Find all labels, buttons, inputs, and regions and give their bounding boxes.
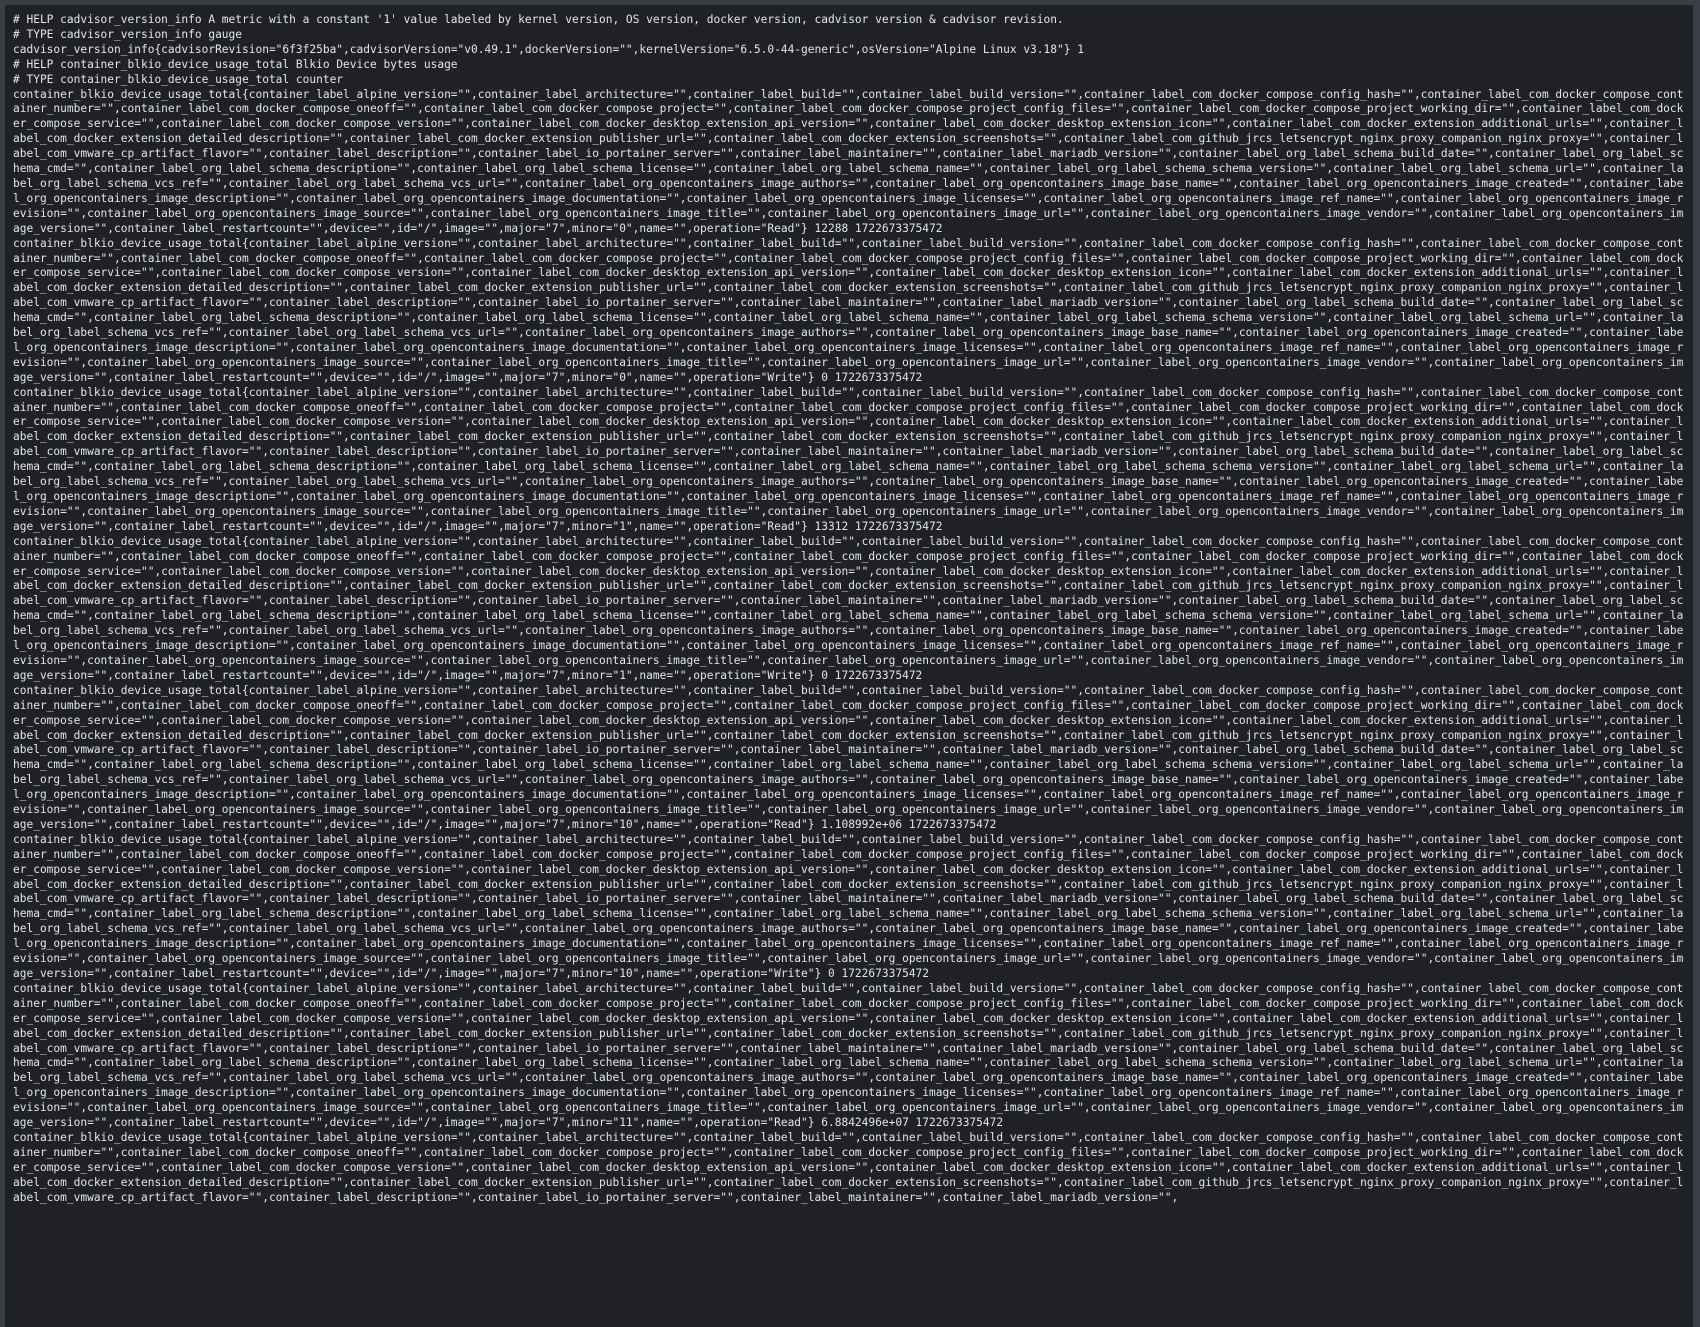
metric-line: container_blkio_device_usage_total{container_label_alpine_version="",container_label_architecture="",container_label_build="",container_label_build_version="",container_label_com_docker_compose_config_hash="",container_label_com_docker_compose_container_number="",container_label_com_docker_compose_oneoff="",container_label_com_docker_compose_project="",container_label_com_docker_compose_project_config_files="",container_label_com_docker_compose_project_working_dir="",container_label_com_docker_compose_service="",container_label_com_docker_compose_version="",container_label_com_docker_desktop_extension_api_version="",container_label_com_docker_desktop_extension_icon="",container_label_com_docker_extension_additional_urls="",container_label_com_docker_extension_detailed_description="",container_label_com_docker_extension_publisher_url="",container_label_com_docker_extension_screenshots="",container_label_com_github_jrcs_letsencrypt_nginx_proxy_companion_nginx_proxy="",container_label_com_vmware_cp_artifact_flavor="",container_label_description="",container_label_io_portainer_server="",container_label_maintainer="",container_label_mariadb_version="",container_label_org_label_schema_build_date="",container_label_org_label_schema_cmd="",container_label_org_label_schema_description="",container_label_org_label_schema_license="",container_label_org_label_schema_name="",container_label_org_label_schema_schema_version="",container_label_org_label_schema_url="",container_label_org_label_schema_vcs_ref="",container_label_org_label_schema_vcs_url="",container_label_org_opencontainers_image_authors="",container_label_org_opencontainers_image_base_name="",container_label_org_opencontainers_image_created="",container_label_org_opencontainers_image_description="",container_label_org_opencontainers_image_documentation="",container_label_org_opencontainers_image_licenses="",container_label_org_opencontainers_image_ref_name="",container_label_org_opencontainers_image_revision="",container_label_org_opencontainers_image_source="",container_label_org_opencontainers_image_title="",container_label_org_opencontainers_image_url="",container_label_org_opencontainers_image_vendor="",container_label_org_opencontainers_image_version="",container_label_restartcount="",device="",id="/",image="",major="7",minor="1",name="",operation="Write"} 0 1722673375472 <box>13 534 1684 682</box>
metric-line: # TYPE cadvisor_version_info gauge <box>13 27 243 41</box>
metric-line: container_blkio_device_usage_total{container_label_alpine_version="",container_label_architecture="",container_label_build="",container_label_build_version="",container_label_com_docker_compose_config_hash="",container_label_com_docker_compose_container_number="",container_label_com_docker_compose_oneoff="",container_label_com_docker_compose_project="",container_label_com_docker_compose_project_config_files="",container_label_com_docker_compose_project_working_dir="",container_label_com_docker_compose_service="",container_label_com_docker_compose_version="",container_label_com_docker_desktop_extension_api_version="",container_label_com_docker_desktop_extension_icon="",container_label_com_docker_extension_additional_urls="",container_label_com_docker_extension_detailed_description="",container_label_com_docker_extension_publisher_url="",container_label_com_docker_extension_screenshots="",container_label_com_github_jrcs_letsencrypt_nginx_proxy_companion_nginx_proxy="",container_label_com_vmware_cp_artifact_flavor="",container_label_description="",container_label_io_portainer_server="",container_label_maintainer="",container_label_mariadb_version="",container_label_org_label_schema_build_date="",container_label_org_label_schema_cmd="",container_label_org_label_schema_description="",container_label_org_label_schema_license="",container_label_org_label_schema_name="",container_label_org_label_schema_schema_version="",container_label_org_label_schema_url="",container_label_org_label_schema_vcs_ref="",container_label_org_label_schema_vcs_url="",container_label_org_opencontainers_image_authors="",container_label_org_opencontainers_image_base_name="",container_label_org_opencontainers_image_created="",container_label_org_opencontainers_image_description="",container_label_org_opencontainers_image_documentation="",container_label_org_opencontainers_image_licenses="",container_label_org_opencontainers_image_ref_name="",container_label_org_opencontainers_image_revision="",container_label_org_opencontainers_image_source="",container_label_org_opencontainers_image_title="",container_label_org_opencontainers_image_url="",container_label_org_opencontainers_image_vendor="",container_label_org_opencontainers_image_version="",container_label_restartcount="",device="",id="/",image="",major="7",minor="10",name="",operation="Write"} 0 1722673375472 <box>13 832 1684 980</box>
metric-line: # TYPE container_blkio_device_usage_total counter <box>13 72 344 86</box>
metric-line: container_blkio_device_usage_total{container_label_alpine_version="",container_label_architecture="",container_label_build="",container_label_build_version="",container_label_com_docker_compose_config_hash="",container_label_com_docker_compose_container_number="",container_label_com_docker_compose_oneoff="",container_label_com_docker_compose_project="",container_label_com_docker_compose_project_config_files="",container_label_com_docker_compose_project_working_dir="",container_label_com_docker_compose_service="",container_label_com_docker_compose_version="",container_label_com_docker_desktop_extension_api_version="",container_label_com_docker_desktop_extension_icon="",container_label_com_docker_extension_additional_urls="",container_label_com_docker_extension_detailed_description="",container_label_com_docker_extension_publisher_url="",container_label_com_docker_extension_screenshots="",container_label_com_github_jrcs_letsencrypt_nginx_proxy_companion_nginx_proxy="",container_label_com_vmware_cp_artifact_flavor="",container_label_description="",container_label_io_portainer_server="",container_label_maintainer="",container_label_mariadb_version="",container_label_org_label_schema_build_date="",container_label_org_label_schema_cmd="",container_label_org_label_schema_description="",container_label_org_label_schema_license="",container_label_org_label_schema_name="",container_label_org_label_schema_schema_version="",container_label_org_label_schema_url="",container_label_org_label_schema_vcs_ref="",container_label_org_label_schema_vcs_url="",container_label_org_opencontainers_image_authors="",container_label_org_opencontainers_image_base_name="",container_label_org_opencontainers_image_created="",container_label_org_opencontainers_image_description="",container_label_org_opencontainers_image_documentation="",container_label_org_opencontainers_image_licenses="",container_label_org_opencontainers_image_ref_name="",container_label_org_opencontainers_image_revision="",container_label_org_opencontainers_image_source="",container_label_org_opencontainers_image_title="",container_label_org_opencontainers_image_url="",container_label_org_opencontainers_image_vendor="",container_label_org_opencontainers_image_version="",container_label_restartcount="",device="",id="/",image="",major="7",minor="1",name="",operation="Read"} 13312 1722673375472 <box>13 385 1684 533</box>
metric-line: cadvisor_version_info{cadvisorRevision="6f3f25ba",cadvisorVersion="v0.49.1",dockerVersion="",kernelVersion="6.5.0-44-generic",osVersion="Alpine Linux v3.18"} 1 <box>13 42 1084 56</box>
metrics-viewport[interactable] <box>5 5 1693 1327</box>
metric-line: container_blkio_device_usage_total{container_label_alpine_version="",container_label_architecture="",container_label_build="",container_label_build_version="",container_label_com_docker_compose_config_hash="",container_label_com_docker_compose_container_number="",container_label_com_docker_compose_oneoff="",container_label_com_docker_compose_project="",container_label_com_docker_compose_project_config_files="",container_label_com_docker_compose_project_working_dir="",container_label_com_docker_compose_service="",container_label_com_docker_compose_version="",container_label_com_docker_desktop_extension_api_version="",container_label_com_docker_desktop_extension_icon="",container_label_com_docker_extension_additional_urls="",container_label_com_docker_extension_detailed_description="",container_label_com_docker_extension_publisher_url="",container_label_com_docker_extension_screenshots="",container_label_com_github_jrcs_letsencrypt_nginx_proxy_companion_nginx_proxy="",container_label_com_vmware_cp_artifact_flavor="",container_label_description="",container_label_io_portainer_server="",container_label_maintainer="",container_label_mariadb_version="", <box>13 1130 1684 1204</box>
metric-line: # HELP cadvisor_version_info A metric with a constant '1' value labeled by kernel version, OS version, docker version, cadvisor version & cadvisor revision. <box>13 13 1064 26</box>
metric-line: # HELP container_blkio_device_usage_total Blkio Device bytes usage <box>13 57 458 71</box>
metric-line: container_blkio_device_usage_total{container_label_alpine_version="",container_label_architecture="",container_label_build="",container_label_build_version="",container_label_com_docker_compose_config_hash="",container_label_com_docker_compose_container_number="",container_label_com_docker_compose_oneoff="",container_label_com_docker_compose_project="",container_label_com_docker_compose_project_config_files="",container_label_com_docker_compose_project_working_dir="",container_label_com_docker_compose_service="",container_label_com_docker_compose_version="",container_label_com_docker_desktop_extension_api_version="",container_label_com_docker_desktop_extension_icon="",container_label_com_docker_extension_additional_urls="",container_label_com_docker_extension_detailed_description="",container_label_com_docker_extension_publisher_url="",container_label_com_docker_extension_screenshots="",container_label_com_github_jrcs_letsencrypt_nginx_proxy_companion_nginx_proxy="",container_label_com_vmware_cp_artifact_flavor="",container_label_description="",container_label_io_portainer_server="",container_label_maintainer="",container_label_mariadb_version="",container_label_org_label_schema_build_date="",container_label_org_label_schema_cmd="",container_label_org_label_schema_description="",container_label_org_label_schema_license="",container_label_org_label_schema_name="",container_label_org_label_schema_schema_version="",container_label_org_label_schema_url="",container_label_org_label_schema_vcs_ref="",container_label_org_label_schema_vcs_url="",container_label_org_opencontainers_image_authors="",container_label_org_opencontainers_image_base_name="",container_label_org_opencontainers_image_created="",container_label_org_opencontainers_image_description="",container_label_org_opencontainers_image_documentation="",container_label_org_opencontainers_image_licenses="",container_label_org_opencontainers_image_ref_name="",container_label_org_opencontainers_image_revision="",container_label_org_opencontainers_image_source="",container_label_org_opencontainers_image_title="",container_label_org_opencontainers_image_url="",container_label_org_opencontainers_image_vendor="",container_label_org_opencontainers_image_version="",container_label_restartcount="",device="",id="/",image="",major="7",minor="0",name="",operation="Write"} 0 1722673375472 <box>13 236 1684 384</box>
metric-line: container_blkio_device_usage_total{container_label_alpine_version="",container_label_architecture="",container_label_build="",container_label_build_version="",container_label_com_docker_compose_config_hash="",container_label_com_docker_compose_container_number="",container_label_com_docker_compose_oneoff="",container_label_com_docker_compose_project="",container_label_com_docker_compose_project_config_files="",container_label_com_docker_compose_project_working_dir="",container_label_com_docker_compose_service="",container_label_com_docker_compose_version="",container_label_com_docker_desktop_extension_api_version="",container_label_com_docker_desktop_extension_icon="",container_label_com_docker_extension_additional_urls="",container_label_com_docker_extension_detailed_description="",container_label_com_docker_extension_publisher_url="",container_label_com_docker_extension_screenshots="",container_label_com_github_jrcs_letsencrypt_nginx_proxy_companion_nginx_proxy="",container_label_com_vmware_cp_artifact_flavor="",container_label_description="",container_label_io_portainer_server="",container_label_maintainer="",container_label_mariadb_version="",container_label_org_label_schema_build_date="",container_label_org_label_schema_cmd="",container_label_org_label_schema_description="",container_label_org_label_schema_license="",container_label_org_label_schema_name="",container_label_org_label_schema_schema_version="",container_label_org_label_schema_url="",container_label_org_label_schema_vcs_ref="",container_label_org_label_schema_vcs_url="",container_label_org_opencontainers_image_authors="",container_label_org_opencontainers_image_base_name="",container_label_org_opencontainers_image_created="",container_label_org_opencontainers_image_description="",container_label_org_opencontainers_image_documentation="",container_label_org_opencontainers_image_licenses="",container_label_org_opencontainers_image_ref_name="",container_label_org_opencontainers_image_revision="",container_label_org_opencontainers_image_source="",container_label_org_opencontainers_image_title="",container_label_org_opencontainers_image_url="",container_label_org_opencontainers_image_vendor="",container_label_org_opencontainers_image_version="",container_label_restartcount="",device="",id="/",image="",major="7",minor="0",name="",operation="Read"} 12288 1722673375472 <box>13 87 1684 235</box>
metric-line: container_blkio_device_usage_total{container_label_alpine_version="",container_label_architecture="",container_label_build="",container_label_build_version="",container_label_com_docker_compose_config_hash="",container_label_com_docker_compose_container_number="",container_label_com_docker_compose_oneoff="",container_label_com_docker_compose_project="",container_label_com_docker_compose_project_config_files="",container_label_com_docker_compose_project_working_dir="",container_label_com_docker_compose_service="",container_label_com_docker_compose_version="",container_label_com_docker_desktop_extension_api_version="",container_label_com_docker_desktop_extension_icon="",container_label_com_docker_extension_additional_urls="",container_label_com_docker_extension_detailed_description="",container_label_com_docker_extension_publisher_url="",container_label_com_docker_extension_screenshots="",container_label_com_github_jrcs_letsencrypt_nginx_proxy_companion_nginx_proxy="",container_label_com_vmware_cp_artifact_flavor="",container_label_description="",container_label_io_portainer_server="",container_label_maintainer="",container_label_mariadb_version="",container_label_org_label_schema_build_date="",container_label_org_label_schema_cmd="",container_label_org_label_schema_description="",container_label_org_label_schema_license="",container_label_org_label_schema_name="",container_label_org_label_schema_schema_version="",container_label_org_label_schema_url="",container_label_org_label_schema_vcs_ref="",container_label_org_label_schema_vcs_url="",container_label_org_opencontainers_image_authors="",container_label_org_opencontainers_image_base_name="",container_label_org_opencontainers_image_created="",container_label_org_opencontainers_image_description="",container_label_org_opencontainers_image_documentation="",container_label_org_opencontainers_image_licenses="",container_label_org_opencontainers_image_ref_name="",container_label_org_opencontainers_image_revision="",container_label_org_opencontainers_image_source="",container_label_org_opencontainers_image_title="",container_label_org_opencontainers_image_url="",container_label_org_opencontainers_image_vendor="",container_label_org_opencontainers_image_version="",container_label_restartcount="",device="",id="/",image="",major="7",minor="10",name="",operation="Read"} 1.108992e+06 1722673375472 <box>13 683 1684 831</box>
metrics-text <box>5 5 1693 1206</box>
metric-line: container_blkio_device_usage_total{container_label_alpine_version="",container_label_architecture="",container_label_build="",container_label_build_version="",container_label_com_docker_compose_config_hash="",container_label_com_docker_compose_container_number="",container_label_com_docker_compose_oneoff="",container_label_com_docker_compose_project="",container_label_com_docker_compose_project_config_files="",container_label_com_docker_compose_project_working_dir="",container_label_com_docker_compose_service="",container_label_com_docker_compose_version="",container_label_com_docker_desktop_extension_api_version="",container_label_com_docker_desktop_extension_icon="",container_label_com_docker_extension_additional_urls="",container_label_com_docker_extension_detailed_description="",container_label_com_docker_extension_publisher_url="",container_label_com_docker_extension_screenshots="",container_label_com_github_jrcs_letsencrypt_nginx_proxy_companion_nginx_proxy="",container_label_com_vmware_cp_artifact_flavor="",container_label_description="",container_label_io_portainer_server="",container_label_maintainer="",container_label_mariadb_version="",container_label_org_label_schema_build_date="",container_label_org_label_schema_cmd="",container_label_org_label_schema_description="",container_label_org_label_schema_license="",container_label_org_label_schema_name="",container_label_org_label_schema_schema_version="",container_label_org_label_schema_url="",container_label_org_label_schema_vcs_ref="",container_label_org_label_schema_vcs_url="",container_label_org_opencontainers_image_authors="",container_label_org_opencontainers_image_base_name="",container_label_org_opencontainers_image_created="",container_label_org_opencontainers_image_description="",container_label_org_opencontainers_image_documentation="",container_label_org_opencontainers_image_licenses="",container_label_org_opencontainers_image_ref_name="",container_label_org_opencontainers_image_revision="",container_label_org_opencontainers_image_source="",container_label_org_opencontainers_image_title="",container_label_org_opencontainers_image_url="",container_label_org_opencontainers_image_vendor="",container_label_org_opencontainers_image_version="",container_label_restartcount="",device="",id="/",image="",major="7",minor="11",name="",operation="Read"} 6.8842496e+07 1722673375472 <box>13 981 1684 1130</box>
